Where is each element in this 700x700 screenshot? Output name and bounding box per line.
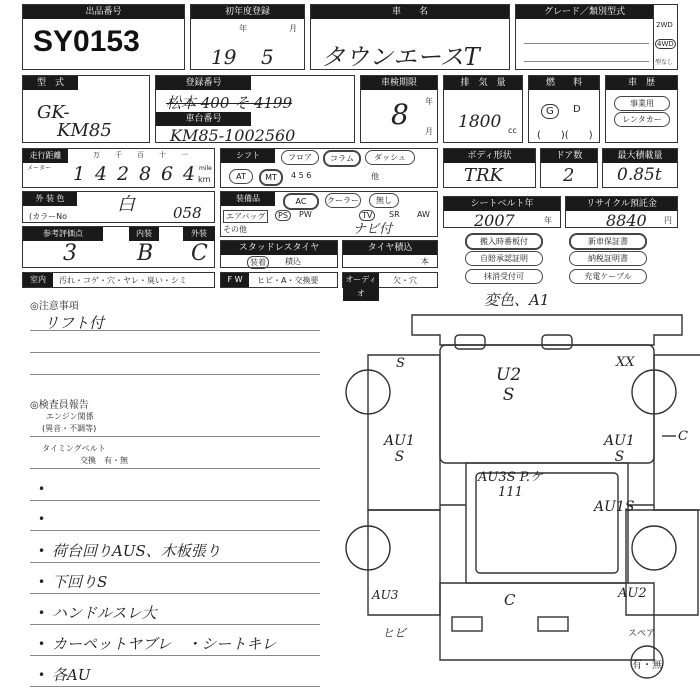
timing-swap: 交換 有・無 [80, 456, 128, 465]
interior-value: B [137, 241, 154, 266]
equip-pw: PW [299, 210, 312, 219]
diagram-top-note: 変色、A1 [484, 291, 550, 309]
studless-load: 積込 [285, 257, 301, 266]
month-unit: 月 [289, 24, 297, 33]
mileage-digit: 2 [117, 163, 130, 185]
model-line1: GK- [37, 102, 70, 123]
displacement-label: 排 気 量 [444, 76, 522, 90]
exterior-value: C [191, 241, 208, 266]
shift-mt: MT [259, 169, 283, 186]
inspector-item: 各AU [52, 666, 91, 684]
history-business: 事業用 [614, 96, 670, 111]
diagram-hibi: ヒビ [382, 626, 407, 640]
diagram-rear-right: AU2 [618, 586, 647, 601]
load-value: 0.85t [617, 165, 662, 185]
notes-heading: ◎注意事項 [30, 301, 79, 312]
model-line2: KM85 [57, 120, 112, 141]
chassis-label: 車台番号 [156, 112, 251, 126]
first-reg-year: 19 [211, 45, 237, 69]
first-reg-month: 5 [261, 45, 274, 69]
chassis-number: KM85-1002560 [170, 126, 296, 145]
mileage-unit: 十 [159, 151, 166, 159]
diagram-bed: AU3S P.ケ 111 [478, 470, 543, 500]
studless-label: スタッドレスタイヤ [221, 241, 337, 255]
grade-score-label: 参考評価点 [23, 227, 103, 241]
studless-yes: 装着 [247, 256, 269, 269]
inspection-year-unit: 年 [425, 97, 433, 106]
doc-warranty: 新車保証書 [569, 233, 647, 250]
model-label: 型 式 [23, 76, 78, 90]
fuel-d: D [573, 104, 581, 115]
body-value: TRK [464, 165, 504, 186]
recycle-value: 8840 [606, 211, 647, 230]
grade-score-value: 3 [63, 241, 77, 266]
inspector-item: カーペットヤブレ ・シートキレ [52, 635, 277, 653]
inspector-bullet: • [38, 606, 46, 620]
inspector-bullet: • [38, 544, 46, 558]
equip-other-value: ナビ付 [353, 222, 393, 237]
diagram-tailgate: C [504, 591, 516, 609]
diagram-rear-left: AU3 [372, 588, 399, 602]
inspection-label: 車検期限 [361, 76, 437, 90]
inspector-heading: ◎検査員報告 [30, 400, 89, 411]
load-label: 最大積載量 [603, 149, 677, 163]
color-label: 外 装 色 [23, 192, 77, 206]
doors-value: 2 [563, 165, 575, 186]
cabin-label: 室内 [23, 273, 53, 287]
reg-label: 登録番号 [156, 76, 251, 90]
equip-tv: TV [359, 210, 375, 221]
displacement-value: 1800 [458, 112, 502, 132]
notes-line1: リフト付 [44, 314, 105, 332]
interior-label: 内装 [129, 227, 159, 241]
diagram-front-right-wheel: XX [616, 355, 635, 370]
spare-label: スペア [628, 629, 656, 639]
color-value: 白 [117, 194, 135, 215]
equip-ps: PS [275, 210, 291, 221]
car-name: タウンエースT [321, 43, 480, 71]
fuel-cell: 燃 料 G D ( )( ) [528, 75, 600, 143]
timing-label: タイミングベルト [42, 444, 106, 453]
equip-cooler: クーラー [325, 193, 361, 208]
doc-charge-cable: 充電ケーブル [569, 269, 647, 284]
drive-4wd: 4WD [657, 40, 674, 48]
fuel-g: G [541, 104, 559, 119]
belt-label: シートベルト年 [444, 197, 560, 211]
inspector-item: 荷台回りAUS、木板張り [52, 542, 221, 560]
mileage-digit: 1 [73, 163, 86, 185]
mileage-digit: 4 [183, 163, 196, 185]
equip-label: 装備品 [221, 192, 275, 206]
fuel-label: 燃 料 [529, 76, 599, 90]
mileage-unit: 万 [93, 151, 100, 159]
recycle-unit: 円 [664, 216, 672, 225]
history-label: 車 歴 [606, 76, 677, 90]
doc-tax: 納税証明書 [569, 251, 647, 266]
shift-dash: ダッシュ [365, 150, 415, 165]
mileage-unit: 百 [137, 151, 144, 159]
shift-column: コラム [323, 150, 361, 167]
inspection-value: 8 [391, 98, 409, 131]
mileage-label: 走行距離 [23, 149, 68, 163]
belt-value: 2007 [474, 211, 515, 230]
engine-sublabel: (異音・不調等) [42, 424, 97, 433]
audio-items: 欠・穴 [393, 276, 417, 285]
mileage-digit: 8 [139, 163, 152, 185]
diagram-roof: U2 S [496, 365, 522, 405]
fw-items: ヒビ・A・交換要 [257, 276, 319, 285]
mileage-unit: 一 [181, 151, 188, 159]
color-no-label: (カラーNo [29, 212, 67, 221]
doors-label: ドア数 [541, 149, 597, 163]
mileage-unit: 千 [115, 151, 122, 159]
history-rental: レンタカー [614, 112, 670, 127]
year-unit: 年 [239, 24, 247, 33]
inspector-bullet: • [38, 575, 46, 589]
audio-label: オーディオ [343, 273, 379, 301]
spare-value: 有・無 [632, 660, 662, 671]
drive-none: 型なし [655, 59, 674, 66]
doc-plate: 搬入時番板付 [465, 233, 543, 250]
belt-unit: 年 [544, 216, 552, 225]
diagram-front-left-wheel: S [396, 356, 405, 371]
grade-label: グレード／類別型式 [516, 5, 653, 19]
reg-number: 松本 400 そ 4199 [166, 94, 293, 112]
exterior-label: 外装 [183, 227, 215, 241]
equip-airbag: エアバッグ [223, 210, 268, 223]
car-name-label: 車 名 [311, 5, 509, 19]
doc-deregister: 抹消受付可 [465, 269, 543, 284]
diagram-right-panel: AU1S [594, 499, 635, 515]
inspection-month-unit: 月 [425, 127, 433, 136]
inspector-item: 下回りS [52, 573, 108, 591]
equip-sr: SR [389, 210, 400, 219]
equip-ac: AC [283, 193, 319, 210]
shift-at: AT [229, 169, 253, 184]
first-reg-label: 初年度登録 [191, 5, 304, 19]
inspector-bullet: • [38, 637, 46, 651]
body-label: ボディ形状 [444, 149, 535, 163]
km-unit: km [198, 175, 211, 184]
mileage-digit: 6 [161, 163, 174, 185]
inspector-bullet: • [38, 668, 46, 682]
cc-unit: cc [508, 126, 517, 135]
fw-label: F W [221, 273, 249, 287]
diagram-right-door: AU1 S [604, 433, 635, 465]
mileage-digit: 4 [95, 163, 108, 185]
shift-gears: 4 5 6 [291, 171, 312, 180]
diagram-right-door-c: C [678, 429, 688, 444]
lot-number: SY0153 [33, 25, 140, 58]
shift-other: 他 [371, 172, 379, 181]
equip-aw: AW [417, 210, 430, 219]
tire-load-value: 本 [421, 257, 429, 266]
recycle-label: リサイクル預託金 [566, 197, 677, 211]
tire-load-label: タイヤ積込 [343, 241, 437, 255]
cabin-items: 汚れ・コゲ・穴・ヤレ・臭い・シミ [59, 276, 187, 285]
inspector-item: ハンドルスレ大 [52, 604, 157, 622]
drive-2wd: 2WD [656, 21, 673, 29]
color-no-value: 058 [173, 204, 202, 222]
shift-floor: フロア [281, 150, 319, 165]
equip-none: 無し [369, 193, 399, 208]
shift-label: シフト [221, 149, 275, 163]
equip-other-label: その他 [223, 225, 247, 234]
miles-unit: mile [199, 165, 212, 172]
doc-insurance: 自賠承認証明 [465, 251, 543, 266]
mileage-sublabel: メーター [27, 165, 52, 172]
lot-label: 出品番号 [23, 5, 184, 19]
engine-label: エンジン関係 [46, 412, 94, 421]
diagram-left-door: AU1 S [384, 433, 415, 465]
